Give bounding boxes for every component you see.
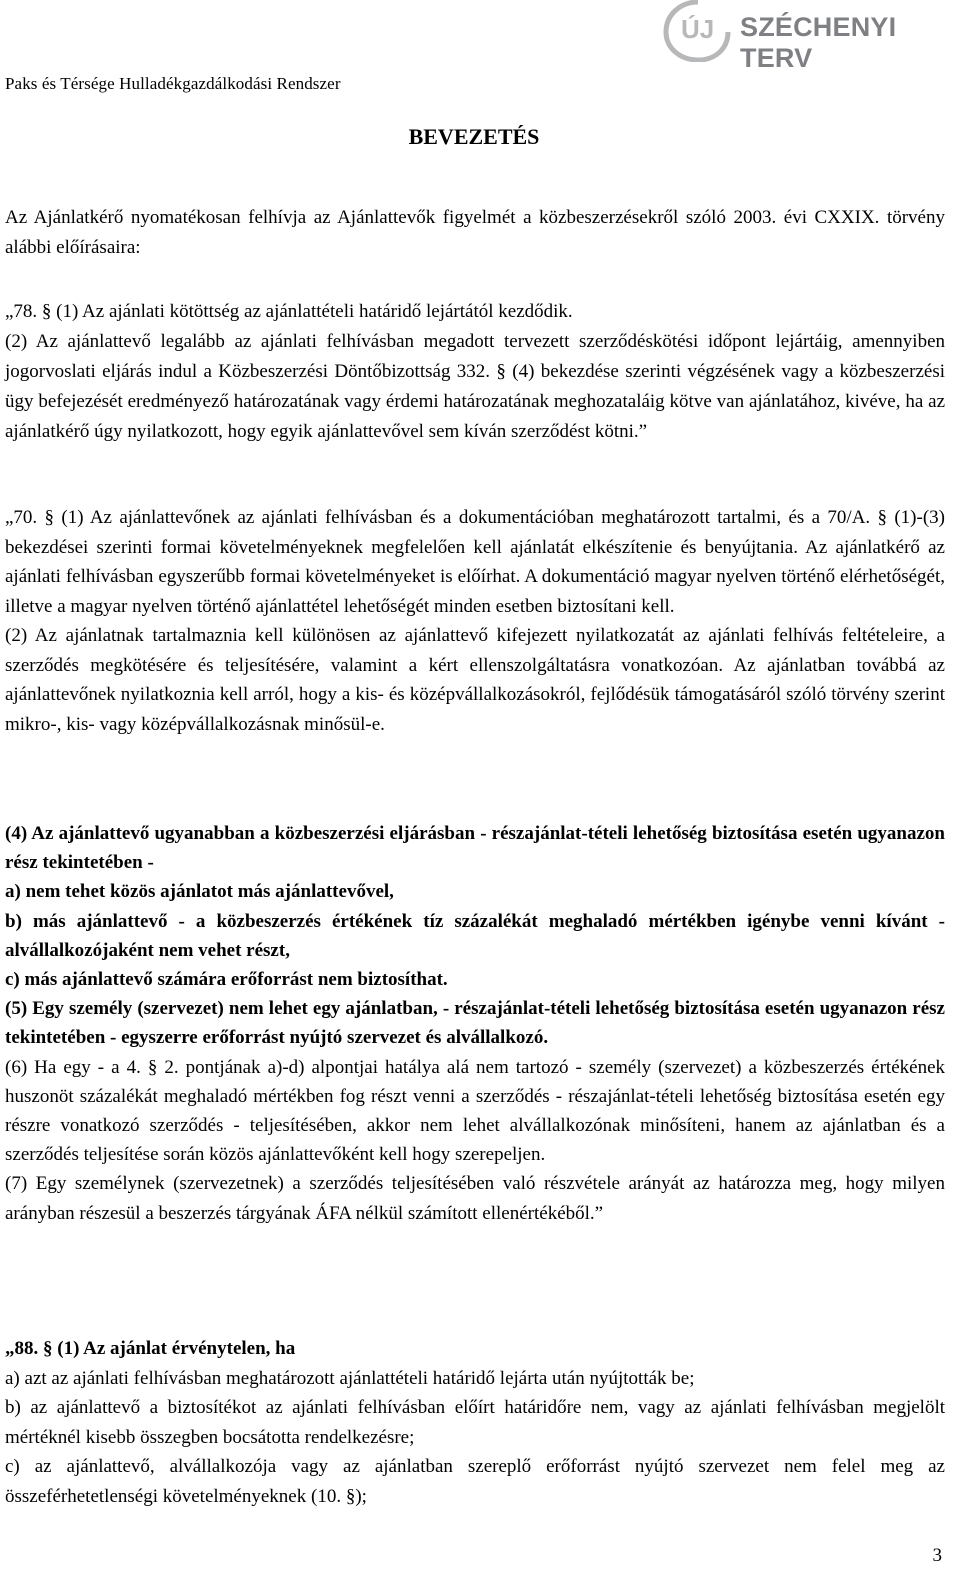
quote-section-88 bbox=[5, 1334, 945, 1511]
paragraph-4-item-a: a) nem tehet közös ajánlatot más ajánlattevővel, bbox=[5, 881, 394, 903]
header-organization-name: Paks és Térsége Hulladékgazdálkodási Rendszer bbox=[5, 74, 341, 93]
section-70-paragraph-2: (2) Az ajánlatnak tartalmaznia kell különösen az ajánlattevő kifejezett nyilatkozatát az ajánlati felhívás feltételeire, a szerződés megkötésére és teljesítésére, valamint a kért ellenszolgáltatásra vonatkozóan. Az ajánlatban továbbá az ajánlattevőnek nyilatkoznia kell arról, hogy a kis- és középvállalkozásokról, fejlődésük támogatásáról szóló törvény szerint mikro-, kis- vagy középvállalkozásnak minősül-e. bbox=[5, 625, 945, 735]
section-88-item-c: c) az ajánlattevő, alvállalkozója vagy az ajánlatban szereplő erőforrást nyújtó szervezet nem felel meg az összeférhetetlenségi követelményeknek (10. §); bbox=[5, 1456, 945, 1507]
section-70-paragraph-1: „70. § (1) Az ajánlattevőnek az ajánlati felhívásban és a dokumentációban meghatározott tartalmi, és a 70/A. § (1)-(3) bekezdései szerinti formai követelményeknek megfelelően kell ajánlatát elkészítenie és benyújtania. Az ajánlatkérő az ajánlati felhívásban egyszerűbb formai követelményeket is előírhat. A dokumentáció magyar nyelven történő elérhetőségét, illetve a magyar nyelven történő ajánlattétel lehetőségét minden esetben biztosítani kell. bbox=[5, 507, 945, 617]
section-78-paragraph-2: (2) Az ajánlattevő legalább az ajánlati felhívásban megadott tervezett szerződéskötési időpont lejártáig, amennyiben jogorvoslati eljárás indul a Közbeszerzési Döntőbizottság 332. § (4) bekezdése szerinti végzésének vagy a közbeszerzési ügy befejezését eredményező határozatának vagy érdemi határozatának meghozataláig kötve van ajánlatához, kivéve, ha az ajánlatkérő úgy nyilatkozott, hogy egyik ajánlattevővel sem kíván szerződést kötni.” bbox=[5, 331, 945, 442]
section-78-line-1: „78. § (1) Az ajánlati kötöttség az ajánlattételi határidő lejártától kezdődik. bbox=[5, 301, 573, 322]
quote-section-70 bbox=[5, 503, 945, 739]
szechenyi-terv-logo bbox=[662, 0, 960, 73]
page-number: 3 bbox=[932, 1545, 942, 1566]
section-88-item-b: b) az ajánlattevő a biztosítékot az ajánlati felhívásban előírt határidőre nem, vagy az ajánlati felhívásban megjelölt mértéknél kisebb összegben bocsátotta rendelkezésre; bbox=[5, 1397, 945, 1448]
logo-mark-text: ÚJ bbox=[681, 14, 715, 44]
paragraph-6: (6) Ha egy - a 4. § 2. pontjának a)-d) alpontjai hatálya alá nem tartozó - személy (szervezet) a közbeszerzés értékének huszonöt százalékát meghaladó mértékben fog részt venni a szerződés - részajánlat-tételi lehetőség biztosítása esetén egy részre vonatkozó szerződés - teljesítésében, akkor nem lehet alvállalkozónak minősíteni, hanem az ajánlatban és a szerződés teljesítése során közös ajánlattevőként kell hogy szerepeljen. bbox=[5, 1056, 945, 1166]
paragraph-4: (4) Az ajánlattevő ugyanabban a közbeszerzési eljárásban - részajánlat-tételi lehetőség biztosítása esetén ugyanazon rész tekintetében - bbox=[5, 823, 945, 874]
quote-section-78 bbox=[5, 297, 945, 447]
paragraph-4-item-b: b) más ajánlattevő - a közbeszerzés értékének tíz százalékát meghaladó mértékben igénybe venni kívánt - alvállalkozójaként nem vehet részt, bbox=[5, 910, 945, 961]
paragraph-4-item-c: c) más ajánlattevő számára erőforrást nem biztosíthat. bbox=[5, 969, 448, 991]
paragraph-7: (7) Egy személynek (szervezetnek) a szerződés teljesítésében való részvétele arányát az határozza meg, hogy milyen arányban részesül a beszerzés tárgyának ÁFA nélkül számított ellenértékéből.” bbox=[5, 1173, 945, 1224]
intro-paragraph: Az Ajánlatkérő nyomatékosan felhívja az Ajánlattevők figyelmét a közbeszerzésekről szóló 2003. évi CXXIX. törvény alábbi előírásaira: bbox=[5, 207, 945, 258]
logo-text: SZÉCHENYI TERV bbox=[740, 12, 897, 73]
quote-section-70-continued bbox=[5, 819, 945, 1228]
section-88-item-a: a) azt az ajánlati felhívásban meghatározott ajánlattételi határidő lejárta után nyújtották be; bbox=[5, 1367, 695, 1389]
paragraph-5: (5) Egy személy (szervezet) nem lehet egy ajánlatban, - részajánlat-tételi lehetőség biztosítása esetén ugyanazon rész tekintetében - egyszerre erőforrást nyújtó szervezet és alvállalkozó. bbox=[5, 998, 945, 1049]
section-88-heading: „88. § (1) Az ajánlat érvénytelen, ha bbox=[5, 1338, 296, 1359]
page-title: BEVEZETÉS bbox=[408, 124, 540, 149]
